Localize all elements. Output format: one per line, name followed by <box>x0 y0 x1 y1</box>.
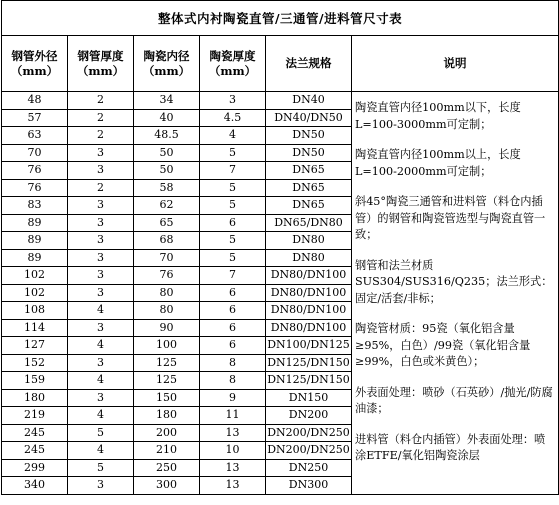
ceramic-id-cell: 50 <box>134 144 200 162</box>
flange-spec-cell: DN65 <box>266 179 352 197</box>
ceramic-thickness-cell: 5 <box>200 197 266 215</box>
ceramic-id-cell: 76 <box>134 267 200 285</box>
ceramic-id-cell: 150 <box>134 389 200 407</box>
ceramic-id-cell: 50 <box>134 162 200 180</box>
steel-thickness-cell: 4 <box>68 372 134 390</box>
flange-spec-cell: DN80/DN100 <box>266 284 352 302</box>
ceramic-id-cell: 65 <box>134 214 200 232</box>
note-paragraph: 斜45°陶瓷三通管和进料管（料仓内插管）的钢管和陶瓷管选型与陶瓷直管一致； <box>355 195 546 241</box>
steel-thickness-cell: 3 <box>68 319 134 337</box>
header-steel-od: 钢管外径 （mm） <box>2 36 68 92</box>
ceramic-thickness-cell: 5 <box>200 232 266 250</box>
ceramic-id-cell: 125 <box>134 372 200 390</box>
flange-spec-cell: DN40/DN50 <box>266 109 352 127</box>
flange-spec-cell: DN100/DN125 <box>266 337 352 355</box>
flange-spec-cell: DN200/DN250 <box>266 442 352 460</box>
ceramic-id-cell: 68 <box>134 232 200 250</box>
steel-thickness-cell: 3 <box>68 477 134 495</box>
ceramic-thickness-cell: 4 <box>200 127 266 145</box>
steel-thickness-cell: 3 <box>68 162 134 180</box>
steel-od-cell: 114 <box>2 319 68 337</box>
steel-thickness-cell: 4 <box>68 407 134 425</box>
steel-od-cell: 102 <box>2 284 68 302</box>
ceramic-id-cell: 100 <box>134 337 200 355</box>
steel-od-cell: 159 <box>2 372 68 390</box>
ceramic-id-cell: 62 <box>134 197 200 215</box>
steel-od-cell: 48 <box>2 92 68 110</box>
steel-thickness-cell: 5 <box>68 424 134 442</box>
ceramic-id-cell: 34 <box>134 92 200 110</box>
steel-thickness-cell: 3 <box>68 284 134 302</box>
ceramic-thickness-cell: 13 <box>200 424 266 442</box>
steel-od-cell: 102 <box>2 267 68 285</box>
header-flange-spec: 法兰规格 <box>266 36 352 92</box>
note-paragraph: 陶瓷管材质：95瓷（氧化铝含量≥95%，白色）/99瓷（氧化铝含量≥99%，白色或米黄色）； <box>355 322 531 368</box>
flange-spec-cell: DN65/DN80 <box>266 214 352 232</box>
flange-spec-cell: DN80/DN100 <box>266 267 352 285</box>
steel-od-cell: 152 <box>2 354 68 372</box>
ceramic-id-cell: 200 <box>134 424 200 442</box>
flange-spec-cell: DN65 <box>266 197 352 215</box>
note-paragraph: 陶瓷直管内径100mm以上，长度L=100-2000mm可定制； <box>355 148 521 178</box>
header-steel-thickness: 钢管厚度 （mm） <box>68 36 134 92</box>
flange-spec-cell: DN300 <box>266 477 352 495</box>
ceramic-thickness-cell: 13 <box>200 477 266 495</box>
ceramic-thickness-cell: 6 <box>200 319 266 337</box>
ceramic-thickness-cell: 5 <box>200 144 266 162</box>
steel-od-cell: 83 <box>2 197 68 215</box>
steel-thickness-cell: 5 <box>68 459 134 477</box>
steel-od-cell: 127 <box>2 337 68 355</box>
steel-od-cell: 180 <box>2 389 68 407</box>
ceramic-id-cell: 250 <box>134 459 200 477</box>
ceramic-thickness-cell: 7 <box>200 162 266 180</box>
note-paragraph: 进料管（料仓内插管）外表面处理：喷涂ETFE/氧化铝陶瓷涂层 <box>355 432 546 462</box>
steel-od-cell: 76 <box>2 162 68 180</box>
ceramic-id-cell: 300 <box>134 477 200 495</box>
ceramic-thickness-cell: 6 <box>200 337 266 355</box>
steel-thickness-cell: 3 <box>68 249 134 267</box>
steel-thickness-cell: 3 <box>68 214 134 232</box>
flange-spec-cell: DN125/DN150 <box>266 354 352 372</box>
ceramic-id-cell: 80 <box>134 302 200 320</box>
ceramic-thickness-cell: 5 <box>200 179 266 197</box>
ceramic-id-cell: 80 <box>134 284 200 302</box>
flange-spec-cell: DN200/DN250 <box>266 424 352 442</box>
header-ceramic-thickness: 陶瓷厚度 （mm） <box>200 36 266 92</box>
flange-spec-cell: DN80 <box>266 232 352 250</box>
flange-spec-cell: DN200 <box>266 407 352 425</box>
ceramic-id-cell: 90 <box>134 319 200 337</box>
ceramic-id-cell: 125 <box>134 354 200 372</box>
flange-spec-cell: DN125/DN150 <box>266 372 352 390</box>
ceramic-thickness-cell: 8 <box>200 354 266 372</box>
steel-od-cell: 70 <box>2 144 68 162</box>
flange-spec-cell: DN80 <box>266 249 352 267</box>
steel-od-cell: 63 <box>2 127 68 145</box>
steel-thickness-cell: 3 <box>68 389 134 407</box>
ceramic-thickness-cell: 6 <box>200 214 266 232</box>
table-body <box>2 92 559 495</box>
steel-thickness-cell: 2 <box>68 127 134 145</box>
steel-od-cell: 245 <box>2 424 68 442</box>
steel-thickness-cell: 3 <box>68 144 134 162</box>
steel-od-cell: 340 <box>2 477 68 495</box>
table-row <box>2 92 559 110</box>
steel-thickness-cell: 4 <box>68 442 134 460</box>
steel-od-cell: 89 <box>2 232 68 250</box>
steel-od-cell: 299 <box>2 459 68 477</box>
ceramic-id-cell: 40 <box>134 109 200 127</box>
flange-spec-cell: DN40 <box>266 92 352 110</box>
steel-thickness-cell: 3 <box>68 267 134 285</box>
ceramic-thickness-cell: 6 <box>200 302 266 320</box>
size-table <box>1 0 559 495</box>
notes-cell <box>352 92 559 495</box>
flange-spec-cell: DN50 <box>266 144 352 162</box>
steel-od-cell: 89 <box>2 214 68 232</box>
ceramic-thickness-cell: 7 <box>200 267 266 285</box>
steel-thickness-cell: 4 <box>68 302 134 320</box>
header-notes: 说明 <box>352 36 559 92</box>
flange-spec-cell: DN50 <box>266 127 352 145</box>
steel-thickness-cell: 4 <box>68 337 134 355</box>
note-paragraph: 陶瓷直管内径100mm以下，长度L=100-3000mm可定制； <box>355 101 521 131</box>
steel-od-cell: 89 <box>2 249 68 267</box>
note-paragraph: 外表面处理：喷砂（石英砂）/抛光/防腐油漆； <box>355 385 553 415</box>
ceramic-thickness-cell: 4.5 <box>200 109 266 127</box>
ceramic-thickness-cell: 3 <box>200 92 266 110</box>
steel-thickness-cell: 3 <box>68 354 134 372</box>
ceramic-id-cell: 48.5 <box>134 127 200 145</box>
ceramic-thickness-cell: 10 <box>200 442 266 460</box>
ceramic-thickness-cell: 6 <box>200 284 266 302</box>
header-ceramic-id: 陶瓷内径 （mm） <box>134 36 200 92</box>
steel-thickness-cell: 3 <box>68 232 134 250</box>
steel-thickness-cell: 2 <box>68 92 134 110</box>
ceramic-thickness-cell: 5 <box>200 249 266 267</box>
flange-spec-cell: DN150 <box>266 389 352 407</box>
ceramic-thickness-cell: 11 <box>200 407 266 425</box>
table-title: 整体式内衬陶瓷直管/三通管/进料管尺寸表 <box>2 1 559 36</box>
steel-thickness-cell: 3 <box>68 197 134 215</box>
steel-od-cell: 57 <box>2 109 68 127</box>
ceramic-id-cell: 70 <box>134 249 200 267</box>
flange-spec-cell: DN80/DN100 <box>266 319 352 337</box>
ceramic-thickness-cell: 9 <box>200 389 266 407</box>
ceramic-id-cell: 180 <box>134 407 200 425</box>
steel-od-cell: 245 <box>2 442 68 460</box>
ceramic-id-cell: 58 <box>134 179 200 197</box>
steel-od-cell: 219 <box>2 407 68 425</box>
steel-od-cell: 108 <box>2 302 68 320</box>
flange-spec-cell: DN250 <box>266 459 352 477</box>
note-paragraph: 钢管和法兰材质SUS304/SUS316/Q235；法兰形式：固定/活套/非标； <box>355 258 553 305</box>
ceramic-id-cell: 210 <box>134 442 200 460</box>
steel-thickness-cell: 2 <box>68 109 134 127</box>
flange-spec-cell: DN80/DN100 <box>266 302 352 320</box>
ceramic-thickness-cell: 8 <box>200 372 266 390</box>
flange-spec-cell: DN65 <box>266 162 352 180</box>
steel-thickness-cell: 2 <box>68 179 134 197</box>
ceramic-thickness-cell: 13 <box>200 459 266 477</box>
steel-od-cell: 76 <box>2 179 68 197</box>
